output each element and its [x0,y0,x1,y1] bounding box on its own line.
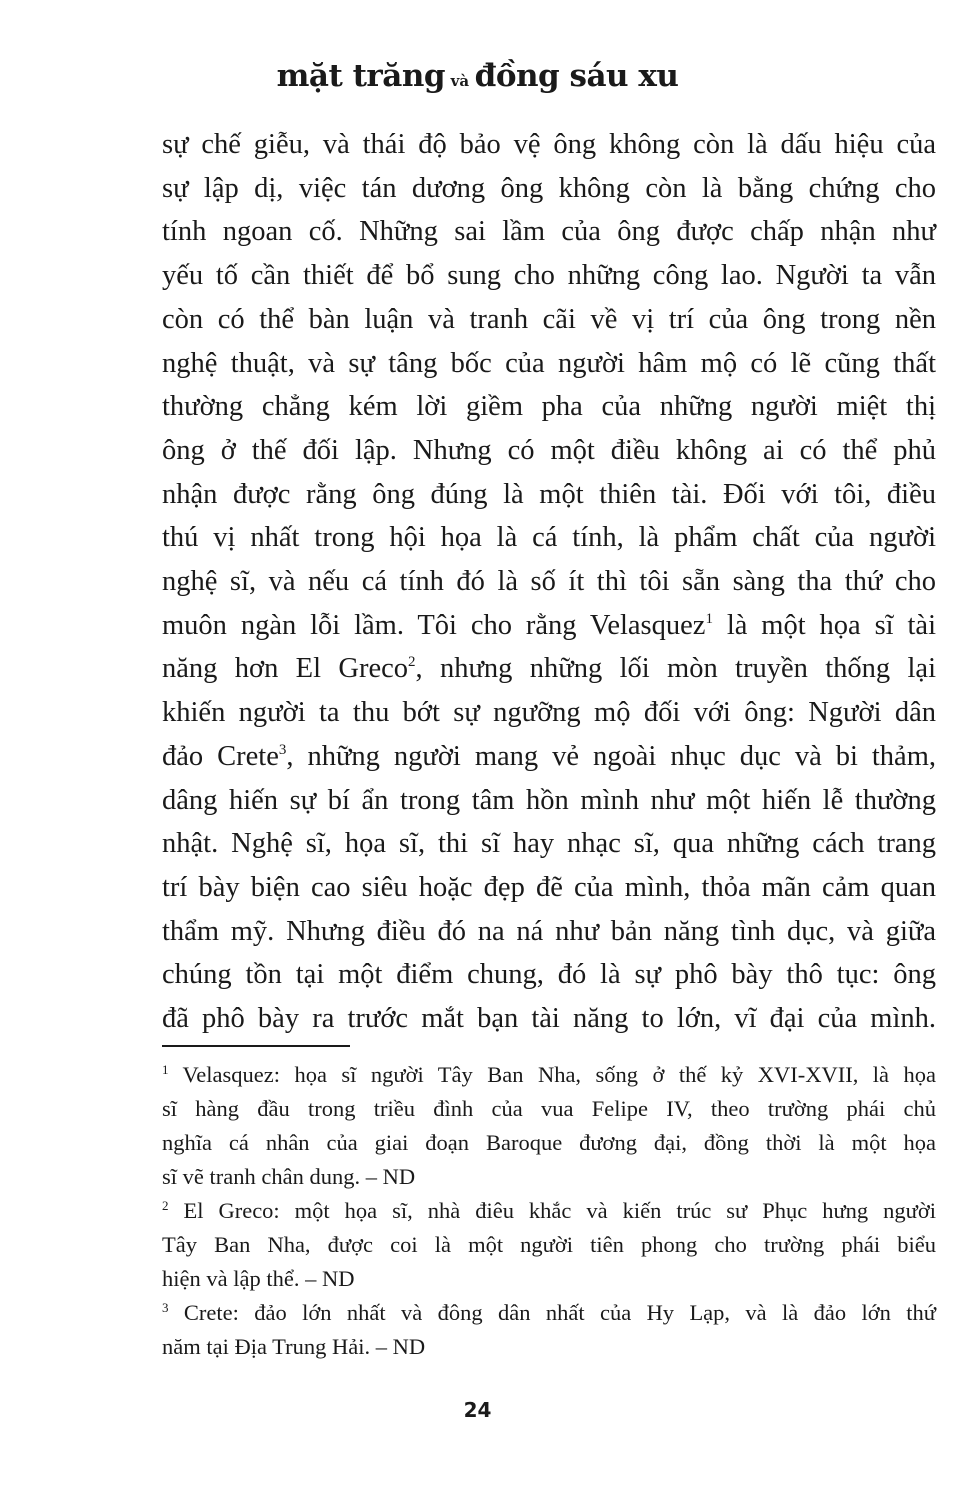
footnote-line: nghĩa cá nhân của giai đoạn Baroque đương đại, đồng thời là một họa [162,1130,936,1155]
text-line [162,604,936,648]
text-line: khiến người ta thu bớt sự ngưỡng mộ đối với ông: Người dân [162,697,936,729]
text-segment: , những người mang vẻ ngoài nhục dục và bi thảm, [286,740,936,772]
footnote-line [162,1296,936,1330]
footnote-divider [162,1045,350,1047]
footnote-line [162,1058,936,1092]
text-line: nhật. Nghệ sĩ, họa sĩ, thi sĩ hay nhạc sĩ, qua những cách trang [162,828,936,860]
main-paragraph [162,123,936,1041]
footnote-line: năm tại Địa Trung Hải. – ND [162,1334,426,1359]
page-number: 24 [463,1398,492,1422]
text-line: dâng hiến sự bí ẩn trong tâm hồn mình như một hiến lễ thường [162,784,936,816]
text-segment: đảo Crete [162,740,279,772]
text-line: nghệ thuật, và sự tâng bốc của người hâm mộ có lẽ cũng thất [162,347,936,379]
footnote-3 [162,1296,936,1364]
header-title-connector: và [450,72,470,90]
text-line: nhận được rằng ông đúng là một thiên tài. Đối với tôi, điều [162,478,936,510]
footnote-line: sĩ hàng đầu trong triều đình của vua Felipe IV, theo trường phái chủ [162,1096,936,1121]
footnote-text: El Greco: một họa sĩ, nhà điêu khắc và kiến trúc sư Phục hưng người [168,1198,936,1223]
text-line [162,647,936,691]
footnote-line: sĩ vẽ tranh chân dung. – ND [162,1164,416,1189]
footnotes [162,1058,936,1364]
text-line: chúng tồn tại một điểm chung, đó là sự phô bày thô tục: ông [162,959,936,991]
footnote-marker: 1 [162,1062,169,1077]
header-title-part2: đồng sáu xu [474,58,679,94]
footnote-text: Velasquez: họa sĩ người Tây Ban Nha, sống ở thế kỷ XVI-XVII, là họa [168,1062,936,1087]
footnote-marker: 3 [162,1300,169,1315]
header-title-part1: mặt trăng [276,58,446,94]
text-line: sự lập dị, việc tán dương ông không còn là bằng chứng cho [162,172,936,204]
text-segment: muôn ngàn lỗi lầm. Tôi cho rằng Velasquez [162,609,706,641]
text-line: yếu tố cần thiết để bổ sung cho những công lao. Người ta vẫn [162,260,936,292]
text-segment: , nhưng những lối mòn truyền thống lại [415,653,936,685]
footnote-line [162,1194,936,1228]
footnote-ref-1: 1 [705,610,713,627]
text-line: tính ngoan cố. Những sai lầm của ông được chấp nhận như [162,216,936,248]
text-line: thú vị nhất trong hội họa là cá tính, là phẩm chất của người [162,522,936,554]
text-segment: năng hơn El Greco [162,653,408,685]
text-segment: là một họa sĩ tài [712,609,936,641]
text-line: đã phô bày ra trước mắt bạn tài năng to lớn, vĩ đại của mình. [162,1003,936,1035]
footnote-ref-2: 2 [408,654,416,671]
text-line: thường chẳng kém lời giềm pha của những người miệt thị [162,391,936,423]
footnote-line: hiện và lập thể. – ND [162,1266,355,1291]
footnote-line: Tây Ban Nha, được coi là một người tiên phong cho trường phái biểu [162,1232,936,1257]
running-header [0,56,955,101]
footnote-marker: 2 [162,1198,169,1213]
text-line: còn có thể bàn luận và tranh cãi về vị trí của ông trong nền [162,303,936,335]
text-line: thẩm mỹ. Nhưng điều đó na ná như bản năng tình dục, và giữa [162,915,936,947]
text-line [162,735,936,779]
text-line: nghệ sĩ, và nếu cá tính đó là số ít thì tôi sẵn sàng tha thứ cho [162,566,936,598]
footnote-1 [162,1058,936,1194]
text-line: trí bày biện cao siêu hoặc đẹp đẽ của mình, thỏa mãn cảm quan [162,871,936,903]
footnote-2 [162,1194,936,1296]
footnote-ref-3: 3 [278,741,287,758]
text-line: ông ở thế đối lập. Nhưng có một điều không ai có thể phủ [162,434,936,466]
text-line: sự chế giễu, và thái độ bảo vệ ông không còn là dấu hiệu của [162,129,936,160]
footnote-text: Crete: đảo lớn nhất và đông dân nhất của Hy Lạp, và là đảo lớn thứ [168,1300,936,1325]
